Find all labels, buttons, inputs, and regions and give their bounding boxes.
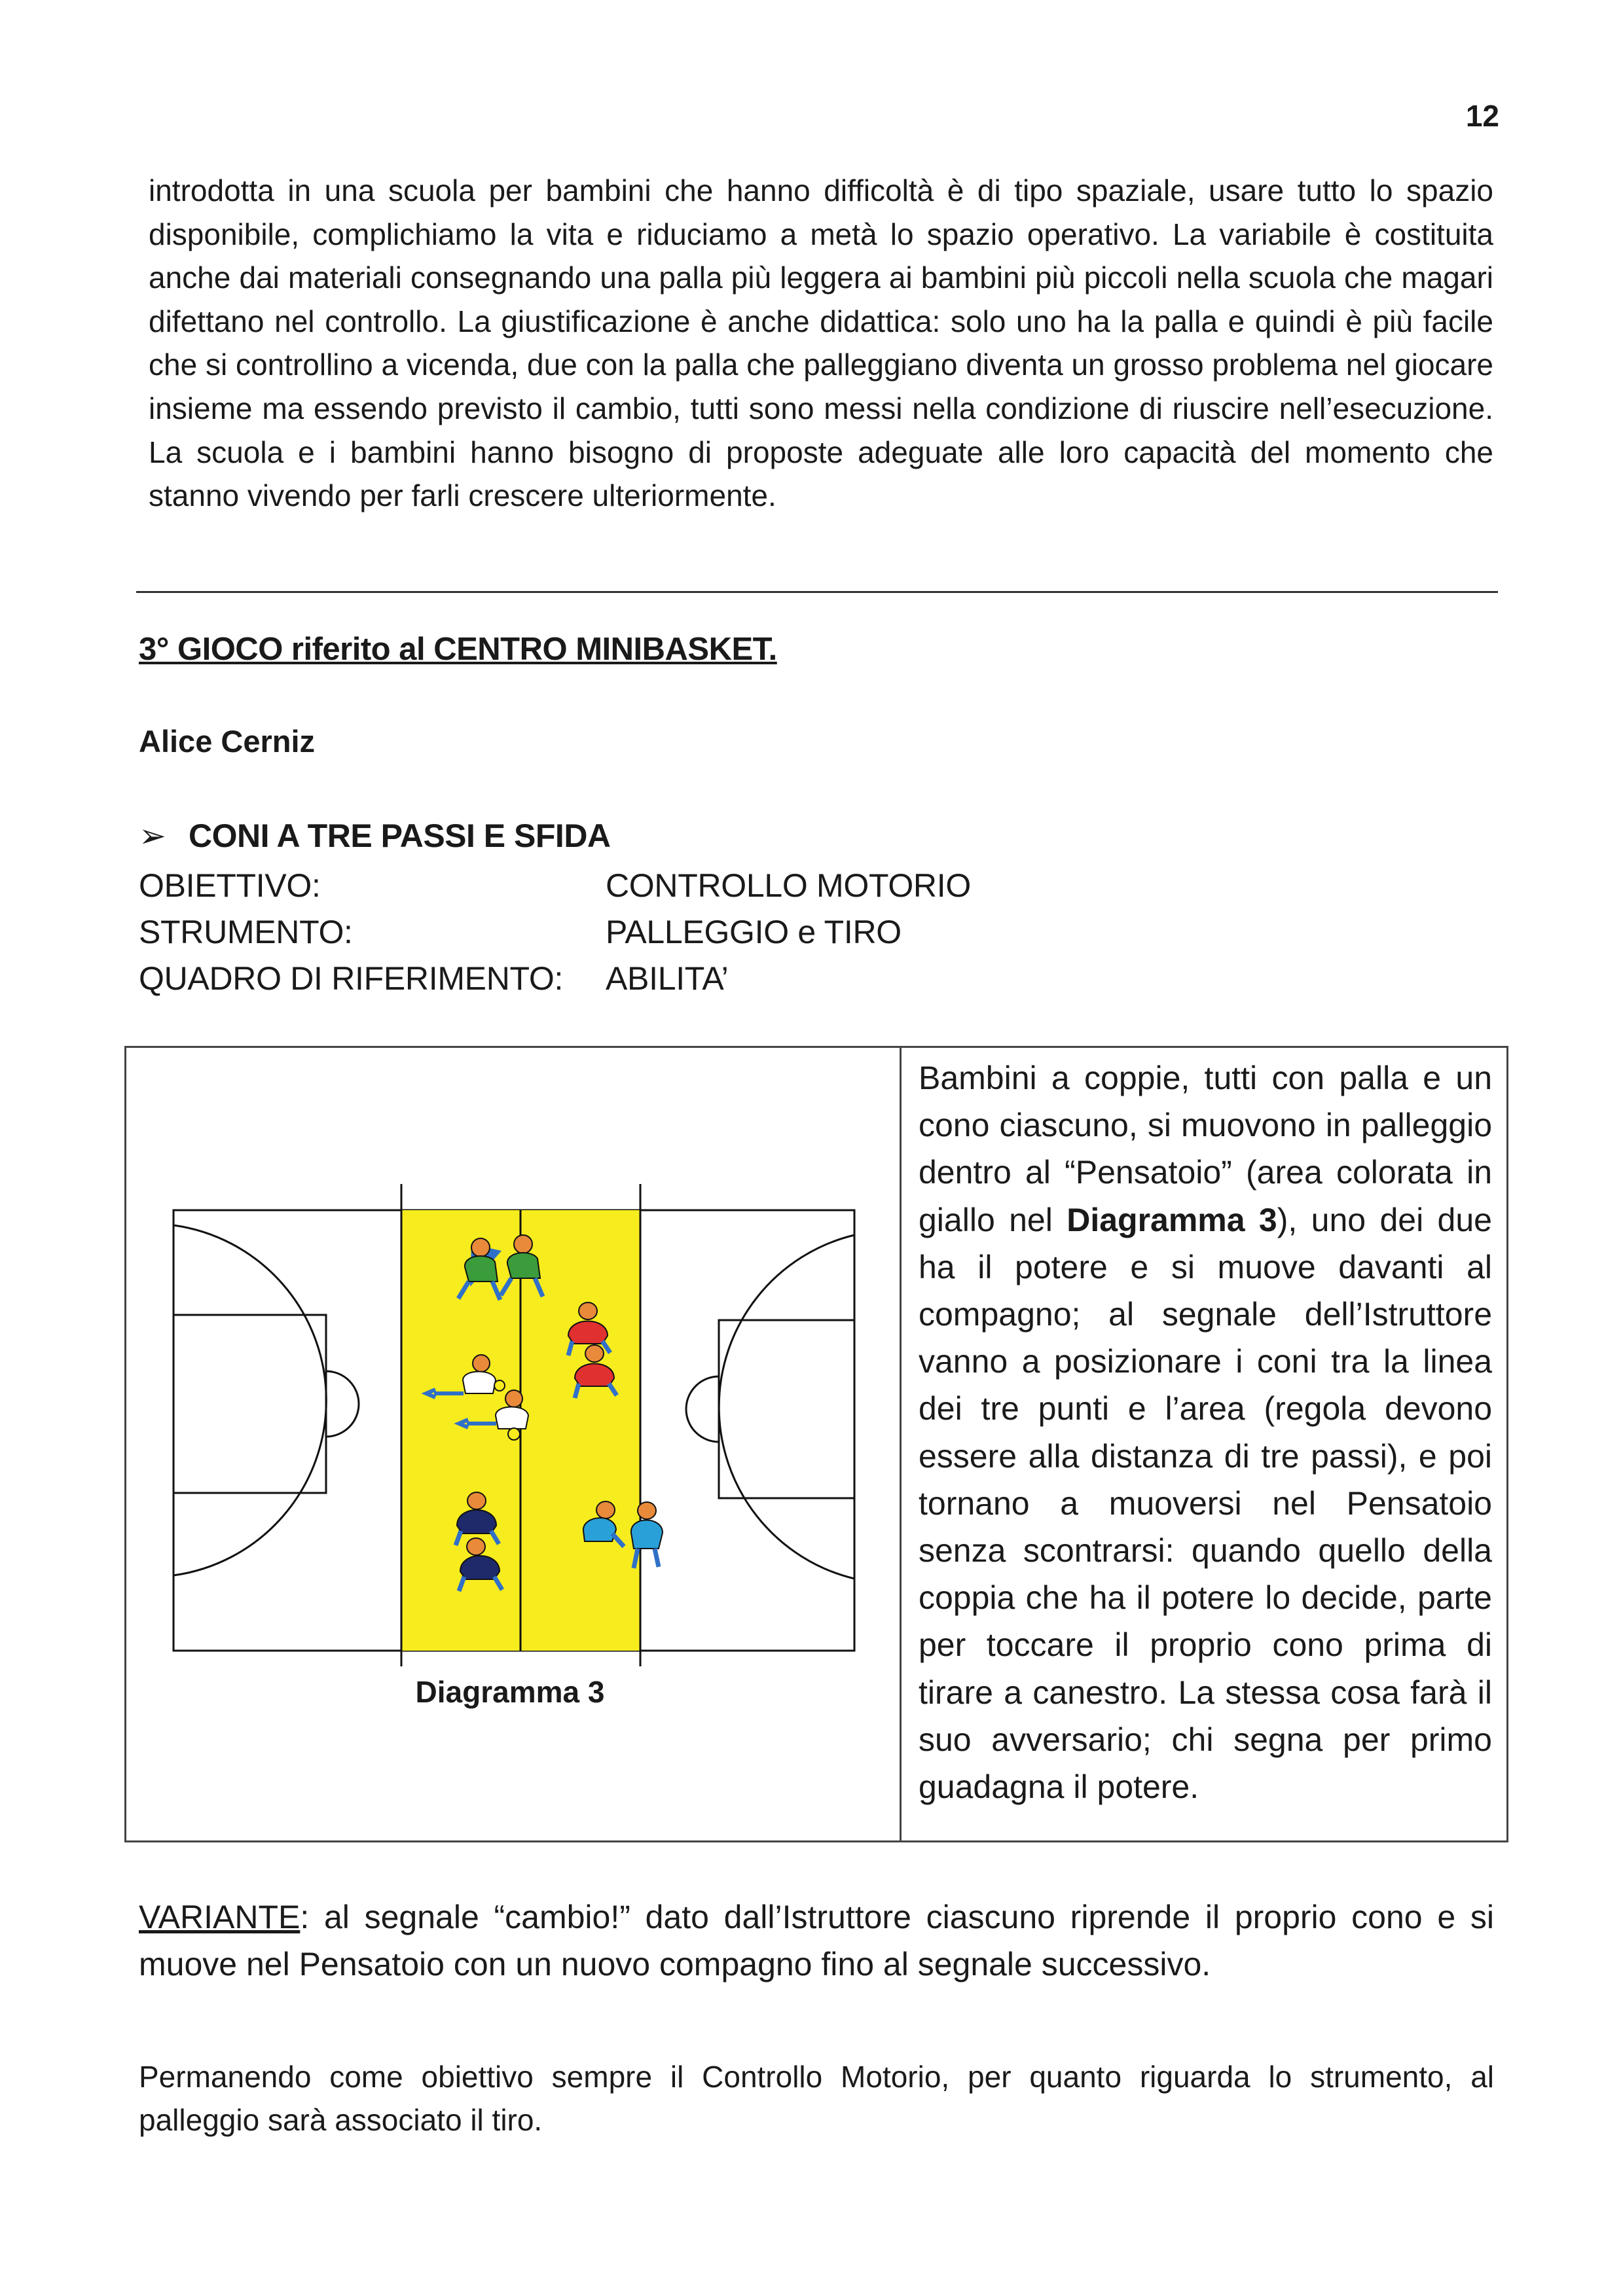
left-key bbox=[173, 1315, 326, 1493]
page-number: 12 bbox=[1465, 99, 1499, 133]
section-divider bbox=[136, 591, 1498, 593]
exercise-box bbox=[124, 1046, 1508, 1842]
right-three-point-arc bbox=[719, 1235, 854, 1579]
variant-paragraph bbox=[139, 1893, 1494, 1988]
variant-label: VARIANTE bbox=[139, 1899, 301, 1935]
info-value: ABILITA’ bbox=[606, 960, 729, 997]
court-diagram bbox=[126, 1048, 900, 1840]
info-value: CONTROLLO MOTORIO bbox=[606, 867, 971, 904]
info-label: STRUMENTO: bbox=[139, 914, 353, 950]
info-label: OBIETTIVO: bbox=[139, 867, 321, 904]
description-bold: Diagramma 3 bbox=[1067, 1201, 1277, 1238]
box-divider bbox=[900, 1048, 902, 1840]
description-text-2: ), uno dei due ha il potere e si muove davanti al compagno; al segnale dell’Istruttore vanno a posizionare i coni tra la linea dei tre punti e l’area (regola devono essere alla distanza di tre passi), e poi tornano a muoversi nel Pensatoio senza scontrarsi: quando quello della coppia che ha il potere lo decide, parte per toccare il proprio cono prima di tirare a canestro. La stessa cosa farà il suo avversario; chi segna per primo guadagna il potere. bbox=[919, 1201, 1492, 1806]
court-diagram-svg bbox=[126, 1048, 900, 1840]
description-text-1: Bambini a coppie, tutti con palla e un cono ciascuno, si muovono in palleggio dentro al “Pensatoio” (area colorata in giallo nel bbox=[919, 1060, 1492, 1238]
info-label: QUADRO DI RIFERIMENTO: bbox=[139, 960, 564, 997]
left-three-point-arc bbox=[173, 1225, 326, 1575]
author-name: Alice Cerniz bbox=[139, 724, 316, 759]
right-key bbox=[719, 1320, 854, 1498]
left-free-throw-arc bbox=[326, 1371, 359, 1437]
exercise-title bbox=[139, 817, 611, 855]
info-value: PALLEGGIO e TIRO bbox=[606, 914, 902, 950]
closing-paragraph: Permanendo come obiettivo sempre il Controllo Motorio, per quanto riguarda lo strumento, al palleggio sarà associato il tiro. bbox=[139, 2060, 1494, 2137]
variant-text: : al segnale “cambio!” dato dall’Istruttore ciascuno riprende il proprio cono e si muove nel Pensatoio con un nuovo compagno fino al segnale successivo. bbox=[139, 1899, 1494, 1982]
exercise-description bbox=[919, 1054, 1492, 1810]
diagram-caption: Diagramma 3 bbox=[415, 1675, 605, 1709]
section-title: 3° GIOCO riferito al CENTRO MINIBASKET. bbox=[139, 632, 777, 667]
right-free-throw-arc bbox=[686, 1376, 719, 1442]
arrow-bullet-icon: ➢ bbox=[139, 817, 166, 854]
intro-paragraph: introdotta in una scuola per bambini che hanno difficoltà è di tipo spaziale, usare tutto lo spazio disponibile, complichiamo la vita e riduciamo a metà lo spazio operativo. La variabile è costituita anche dai materiali consegnando una palla più leggera ai bambini più piccoli nella scuola che magari difettano nel controllo. La giustificazione è anche didattica: solo uno ha la palla e quindi è più facile che si controllino a vicenda, due con la palla che palleggiano diventa un grosso problema nel giocare insieme ma essendo previsto il cambio, tutti sono messi nella condizione di riuscire nell’esecuzione. La scuola e i bambini hanno bisogno di proposte adeguate alle loro capacità del momento che stanno vivendo per farli crescere ulteriormente. bbox=[149, 173, 1493, 513]
exercise-title-text: CONI A TRE PASSI E SFIDA bbox=[189, 817, 611, 854]
